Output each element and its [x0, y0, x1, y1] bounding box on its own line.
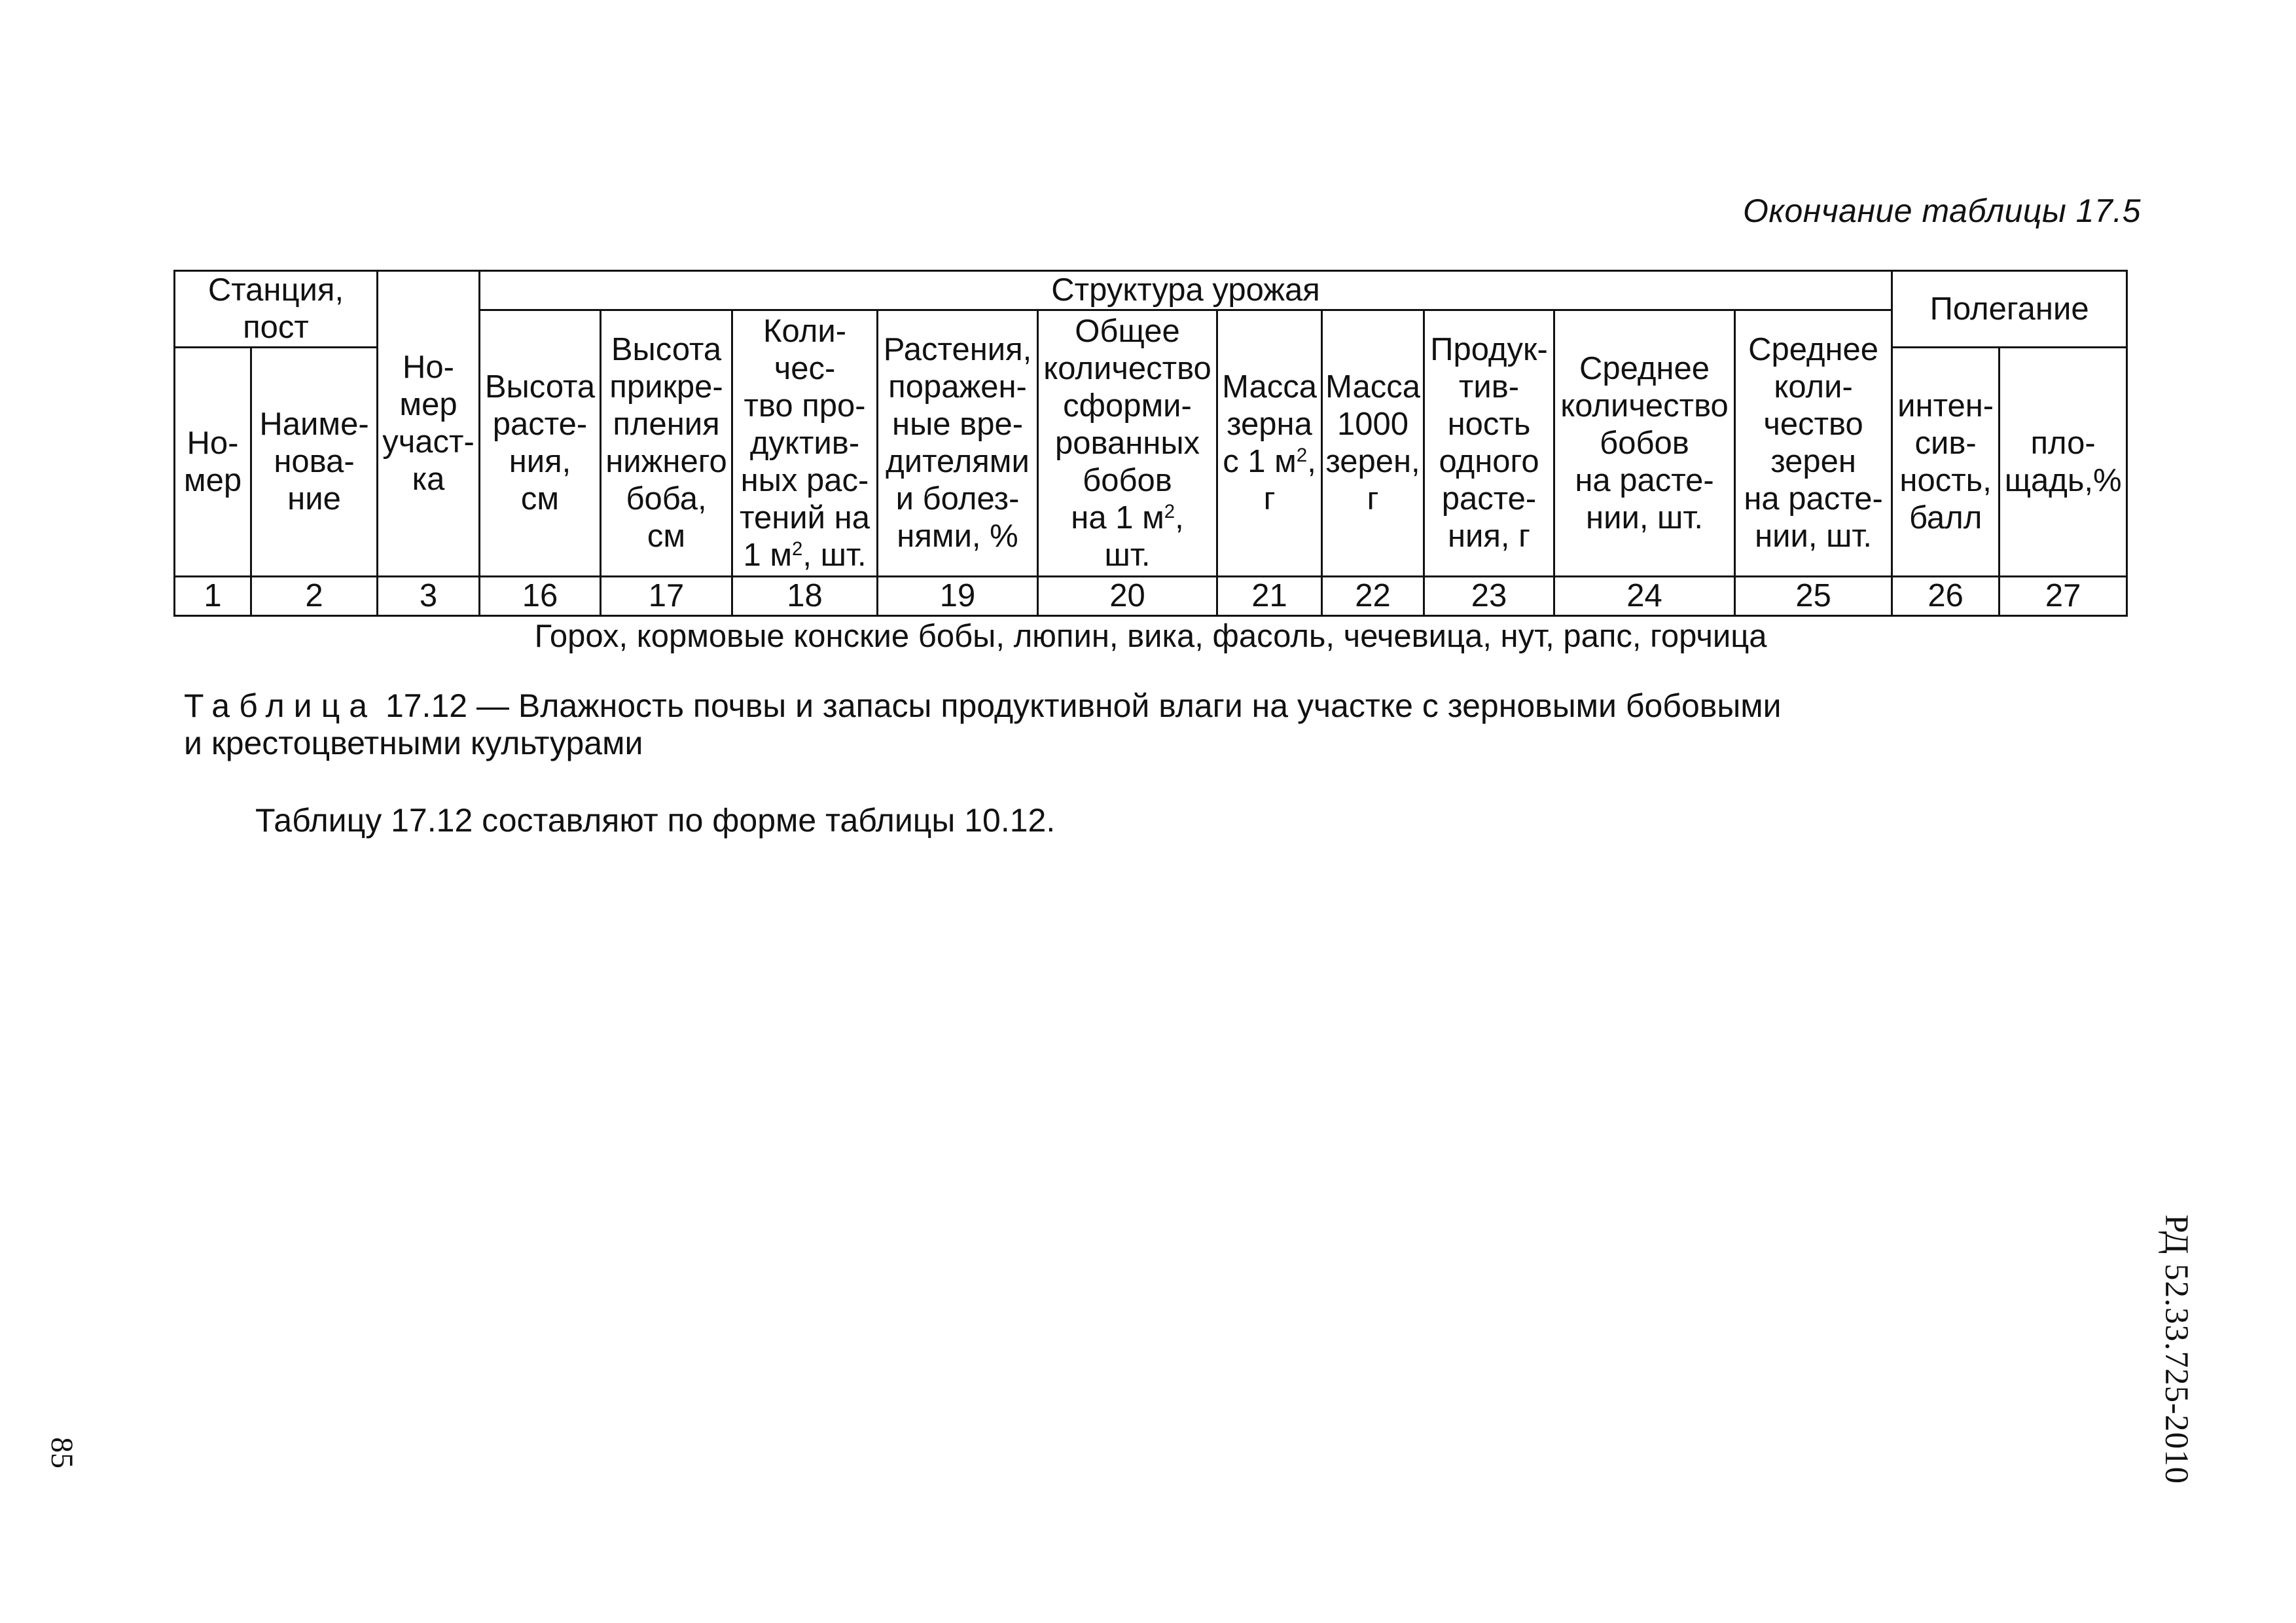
column-number-cell: 18 [732, 577, 878, 616]
header-thousand-grain-mass: Масса 1000 зерен, г [1322, 310, 1424, 577]
table-17-5 [173, 270, 2128, 653]
column-number-cell: 26 [1892, 577, 2000, 616]
column-number-cell: 22 [1322, 577, 1424, 616]
table-17-12-caption [184, 687, 1782, 762]
header-station-number: Но- мер [175, 348, 251, 577]
column-number-cell: 2 [251, 577, 378, 616]
column-number-cell: 25 [1735, 577, 1892, 616]
header-station-name: Наиме- нова- ние [251, 348, 378, 577]
table-17-12-note: Таблицу 17.12 составляют по форме таблицы 10.12. [255, 802, 1056, 839]
caption-word: Таблица [184, 687, 377, 724]
caption-title: 17.12 — Влажность почвы и запасы продуктивной влаги на участке с зерновыми бобовыми [376, 687, 1782, 724]
header-plant-productivity: Продук- тив- ность одного расте- ния, г [1424, 310, 1554, 577]
header-lodging: Полегание [1892, 271, 2127, 348]
column-number-cell: 19 [878, 577, 1038, 616]
document-code: РД 52.33.725-2010 [2158, 1214, 2195, 1485]
column-number-cell: 24 [1554, 577, 1735, 616]
column-number-cell: 20 [1038, 577, 1217, 616]
caption-line-1 [184, 687, 1782, 725]
caption-line-2: и крестоцветными культурами [184, 725, 643, 761]
column-number-cell: 27 [2000, 577, 2127, 616]
header-lodging-intensity: интен- сив- ность, балл [1892, 348, 2000, 577]
table-continuation-label: Окончание таблицы 17.5 [1742, 192, 2141, 229]
page-number: 85 [45, 1437, 79, 1468]
column-number-cell: 21 [1217, 577, 1322, 616]
header-grain-mass: Масса зерна с 1 $м^2$, г [1217, 310, 1322, 577]
column-number-cell: 23 [1424, 577, 1554, 616]
crops-group-row: Горох, кормовые конские бобы, люпин, вика, фасоль, чечевица, нут, рапс, горчица [534, 619, 1767, 653]
header-damaged-plants: Растения, поражен- ные вре- дителями и болез- нями, % [878, 310, 1038, 577]
header-yield-structure: Структура урожая [480, 271, 1892, 310]
column-number-cell: 3 [378, 577, 480, 616]
column-number-cell: 17 [601, 577, 732, 616]
column-number-cell: 16 [480, 577, 601, 616]
header-lower-bean-height: Высота прикре- пления нижнего боба, см [601, 310, 732, 577]
header-station-post: Станция, пост [175, 271, 378, 348]
header-avg-beans-per-plant: Среднее количество бобов на расте- нии, шт. [1554, 310, 1735, 577]
column-number-cell: 1 [175, 577, 251, 616]
header-productive-plants-count: Коли- чес- тво про- дуктив- ных рас- тений на 1 $м^2$, шт. [732, 310, 878, 577]
header-avg-grains-per-plant: Среднее коли- чество зерен на расте- нии, шт. [1735, 310, 1892, 577]
header-plot-number: Но- мер участ- ка [378, 271, 480, 577]
header-lodging-area: пло- щадь,% [2000, 348, 2127, 577]
header-total-beans: Общее количество сформи- рованных бобов на 1 $м^2$, шт. [1038, 310, 1217, 577]
header-plant-height: Высота расте- ния, см [480, 310, 601, 577]
